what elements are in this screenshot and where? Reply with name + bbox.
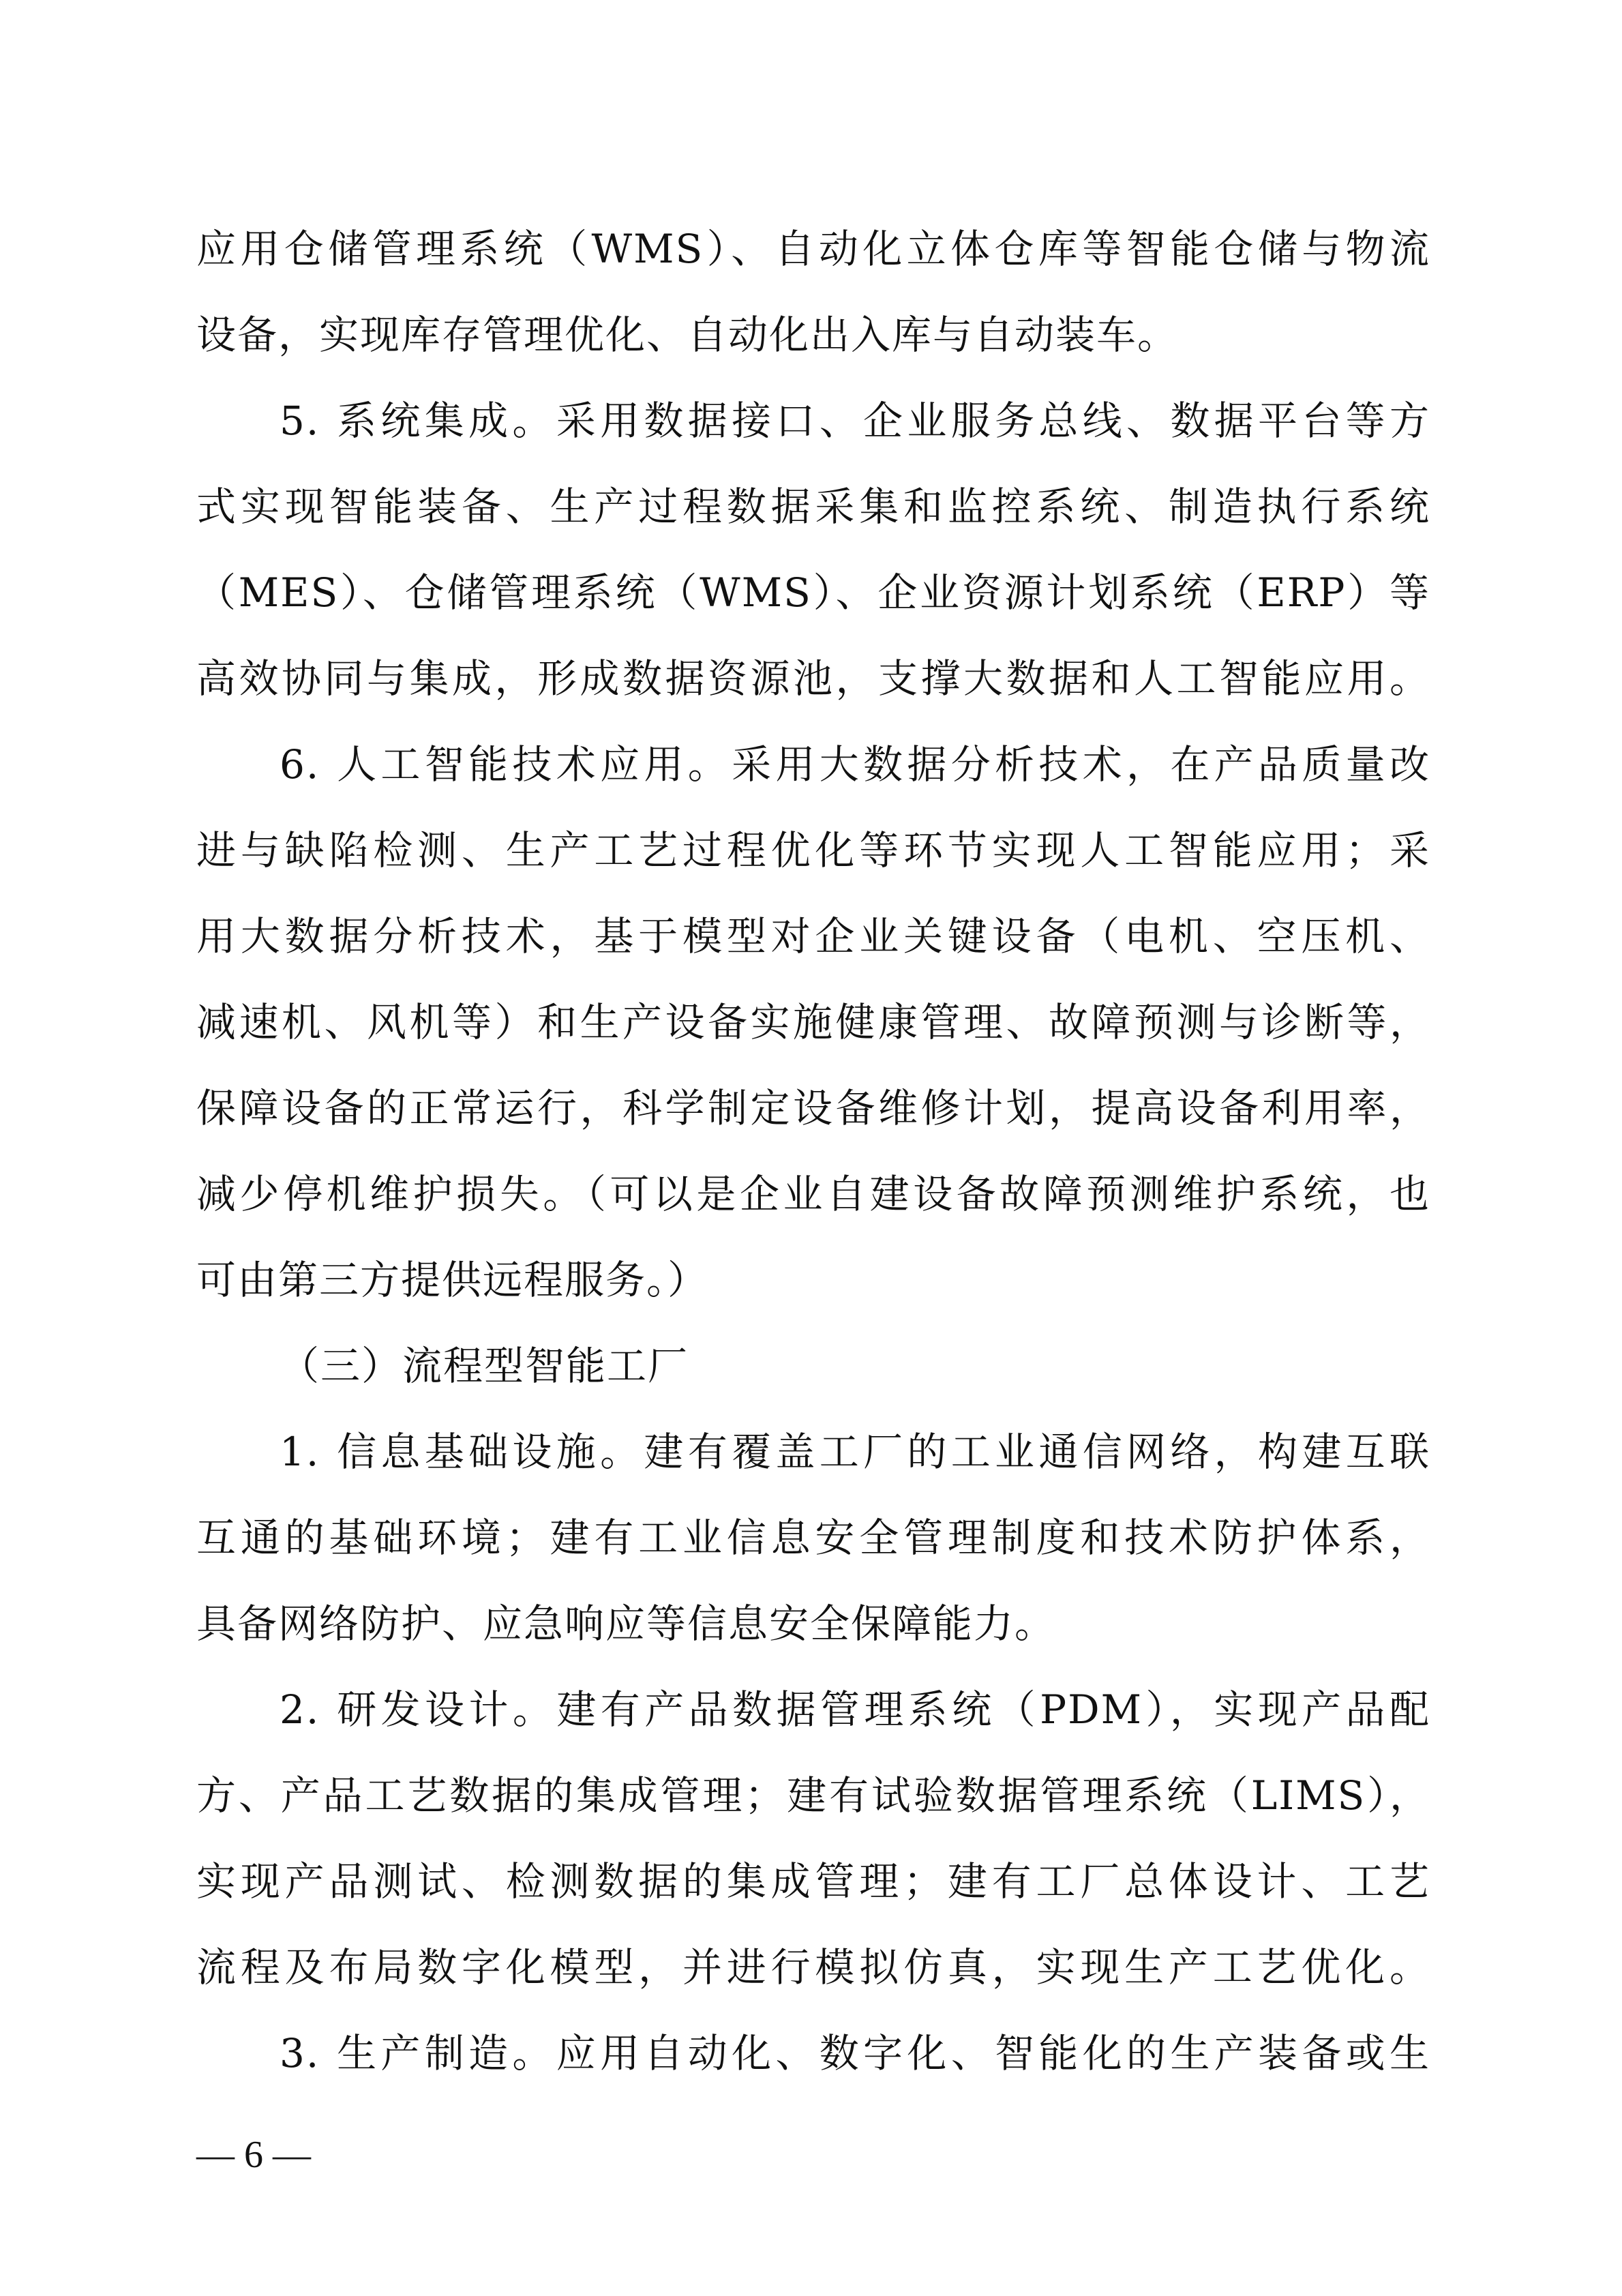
text-line: 方、产品工艺数据的集成管理；建有试验数据管理系统（LIMS），: [196, 1772, 1430, 1819]
text-line: 2. 研发设计。建有产品数据管理系统（PDM），实现产品配: [280, 1686, 1430, 1733]
text-line: 实现产品测试、检测数据的集成管理；建有工厂总体设计、工艺: [196, 1858, 1430, 1905]
text-line: 进与缺陷检测、生产工艺过程优化等环节实现人工智能应用；采: [196, 827, 1430, 874]
text-line: 用大数据分析技术，基于模型对企业关键设备（电机、空压机、: [196, 913, 1430, 959]
text-line: 减少停机维护损失。（可以是企业自建设备故障预测维护系统，也: [196, 1171, 1430, 1217]
text-line: 应用仓储管理系统（WMS）、自动化立体仓库等智能仓储与物流: [196, 226, 1430, 272]
text-line: 具备网络防护、应急响应等信息安全保障能力。: [196, 1600, 1056, 1647]
text-line: 高效协同与集成，形成数据资源池，支撑大数据和人工智能应用。: [196, 655, 1430, 702]
text-line: 6. 人工智能技术应用。采用大数据分析技术，在产品质量改: [280, 741, 1430, 788]
text-line: 流程及布局数字化模型，并进行模拟仿真，实现生产工艺优化。: [196, 1944, 1430, 1991]
text-line: 保障设备的正常运行，科学制定设备维修计划，提高设备利用率，: [196, 1085, 1430, 1131]
text-line: 式实现智能装备、生产过程数据采集和监控系统、制造执行系统: [196, 483, 1430, 530]
text-line: 3. 生产制造。应用自动化、数字化、智能化的生产装备或生: [280, 2030, 1430, 2076]
text-line: 设备，实现库存管理优化、自动化出入库与自动装车。: [196, 312, 1179, 358]
text-line: 互通的基础环境；建有工业信息安全管理制度和技术防护体系，: [196, 1515, 1430, 1561]
text-line: （MES）、仓储管理系统（WMS）、企业资源计划系统（ERP）等: [196, 569, 1430, 616]
text-line: 5. 系统集成。采用数据接口、企业服务总线、数据平台等方: [280, 398, 1430, 444]
page-number: — 6 —: [196, 2134, 311, 2176]
text-line: 1. 信息基础设施。建有覆盖工厂的工业通信网络，构建互联: [280, 1429, 1430, 1475]
text-line: 可由第三方提供远程服务。）: [196, 1257, 709, 1303]
text-line: 减速机、风机等）和生产设备实施健康管理、故障预测与诊断等，: [196, 999, 1430, 1045]
section-heading: （三）流程型智能工厂: [280, 1343, 689, 1389]
